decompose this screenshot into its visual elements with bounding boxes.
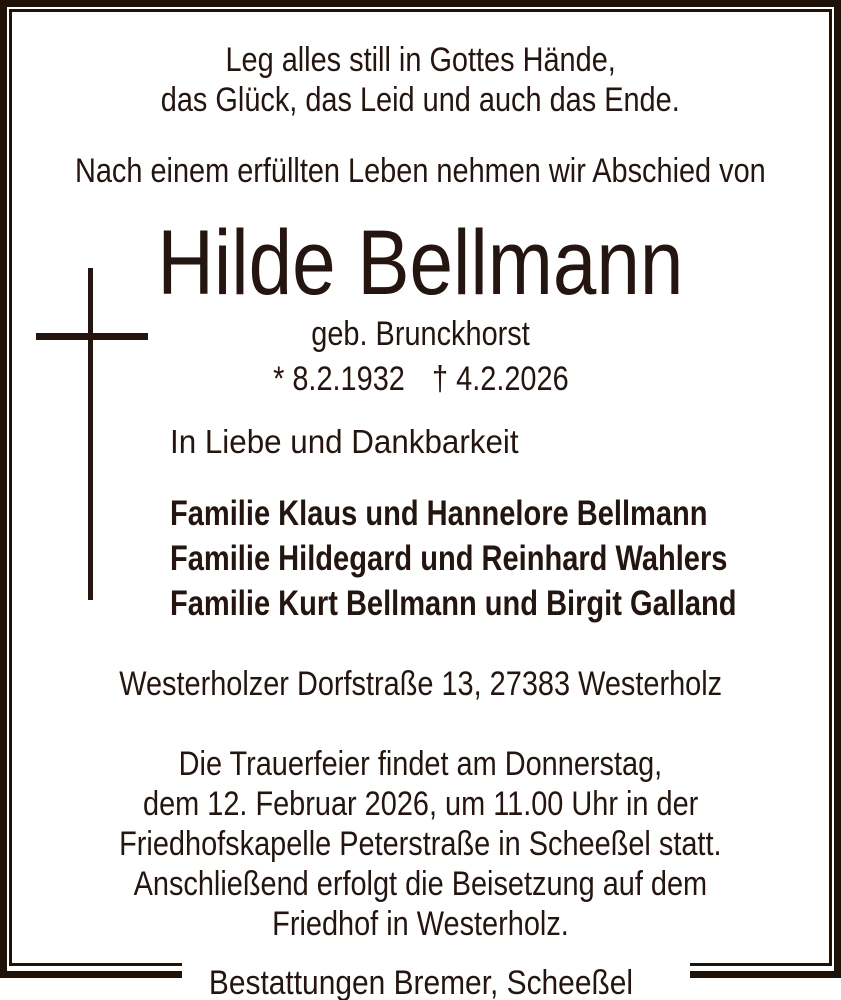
intro-line: Nach einem erfüllten Leben nehmen wir Abschied von — [75, 152, 766, 190]
funeral-line-1: Die Trauerfeier findet am Donnerstag, — [178, 745, 663, 783]
birth-date: * 8.2.1932 — [272, 360, 405, 398]
funeral-line-2: dem 12. Februar 2026, um 11.00 Uhr in der — [142, 785, 699, 823]
families-block — [170, 491, 841, 626]
family-line-3: Familie Kurt Bellmann und Birgit Galland — [170, 584, 737, 623]
funeral-line-5: Friedhof in Westerholz. — [272, 905, 569, 943]
family-line-1: Familie Klaus und Hannelore Bellmann — [170, 494, 708, 533]
family-line-2: Familie Hildegard und Reinhard Wahlers — [170, 539, 728, 578]
dedication-line: In Liebe und Dankbarkeit — [170, 423, 519, 460]
quote-block — [0, 40, 841, 120]
frame-inner-top — [9, 9, 832, 12]
quote-line-1: Leg alles still in Gottes Hände, — [225, 41, 616, 79]
life-dates — [0, 359, 841, 399]
funeral-home-line: Bestattungen Bremer, Scheeßel — [208, 964, 633, 1000]
funeral-info-block — [0, 744, 841, 944]
deceased-name: Hilde Bellmann — [157, 212, 684, 314]
frame-outer-top — [0, 0, 841, 7]
death-date: † 4.2.2026 — [431, 360, 569, 398]
funeral-line-3: Friedhofskapelle Peterstraße in Scheeßel statt. — [119, 825, 722, 863]
address-line: Westerholzer Dorfstraße 13, 27383 Westerholz — [119, 665, 722, 703]
funeral-line-4: Anschließend erfolgt die Beisetzung auf dem — [133, 865, 708, 903]
maiden-name: geb. Brunckhorst — [311, 315, 530, 353]
quote-line-2: das Glück, das Leid und auch das Ende. — [161, 81, 680, 119]
